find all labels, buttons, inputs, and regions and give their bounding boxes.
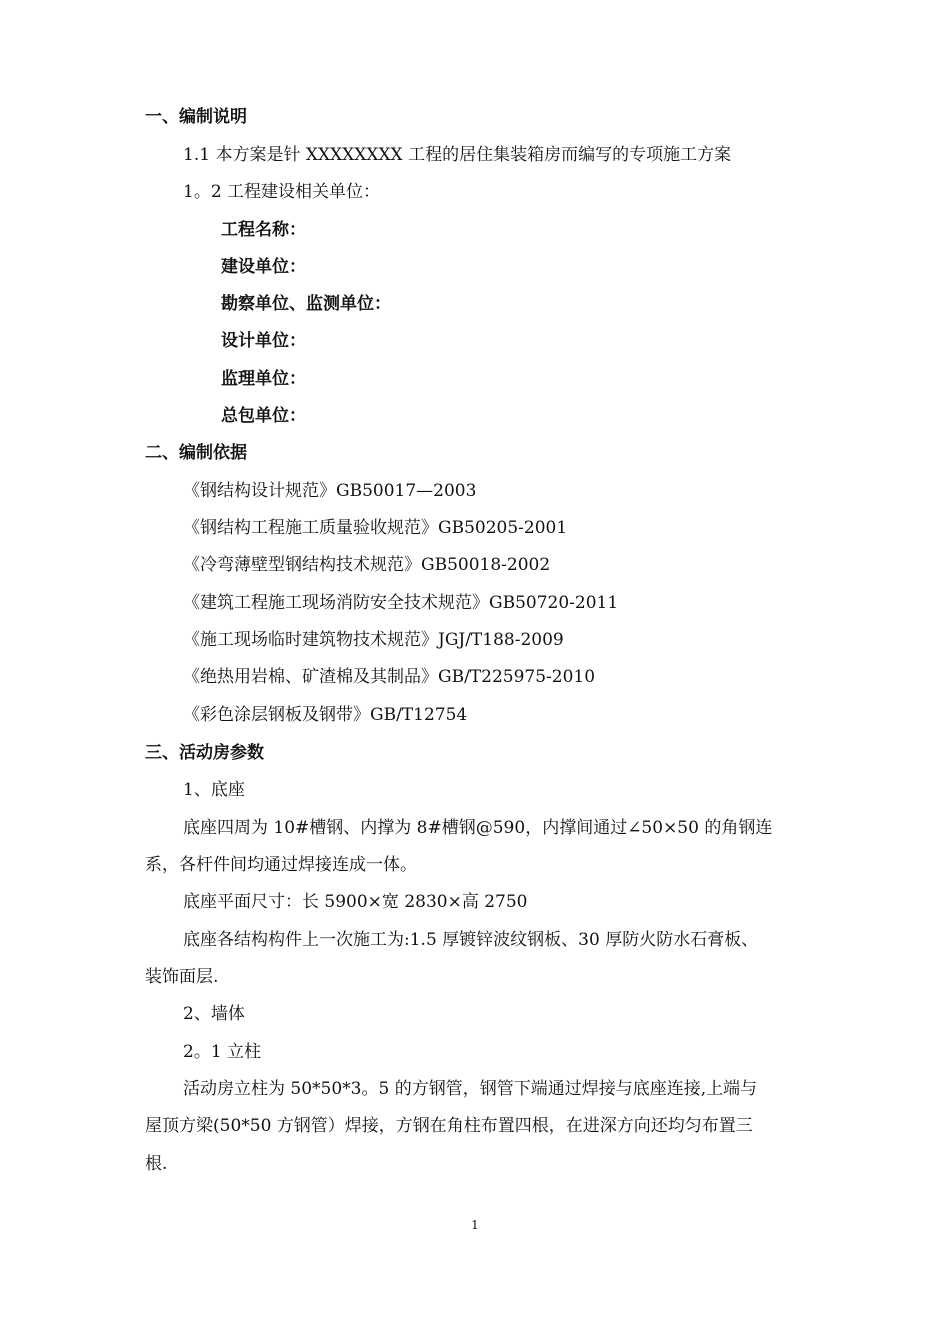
paragraph: 1.1 本方案是针 XXXXXXXX 工程的居住集装箱房而编写的专项施工方案 xyxy=(183,145,732,165)
reference-item: 《施工现场临时建筑物技术规范》JGJ/T188-2009 xyxy=(183,630,564,650)
unit-label-survey: 勘察单位、监测单位： xyxy=(221,294,391,314)
paragraph: 屋顶方梁(50*50 方钢管）焊接，方钢在角柱布置四根，在进深方向还均匀布置三 xyxy=(145,1116,753,1136)
reference-item: 《冷弯薄壁型钢结构技术规范》GB50018-2002 xyxy=(183,555,551,575)
unit-label-supervision: 监理单位： xyxy=(221,369,306,389)
reference-item: 《彩色涂层钢板及钢带》GB/T12754 xyxy=(183,705,468,725)
subheading-column: 2。1 立柱 xyxy=(183,1042,262,1062)
unit-label-owner: 建设单位： xyxy=(221,257,306,277)
reference-item: 《建筑工程施工现场消防安全技术规范》GB50720-2011 xyxy=(183,593,619,613)
unit-label-project-name: 工程名称： xyxy=(221,220,306,240)
paragraph: 活动房立柱为 50*50*3。5 的方钢管，钢管下端通过焊接与底座连接,上端与 xyxy=(183,1079,758,1099)
paragraph: 底座各结构构件上一次施工为:1.5 厚镀锌波纹钢板、30 厚防火防水石膏板、 xyxy=(183,930,759,950)
subheading-wall: 2、墙体 xyxy=(183,1004,245,1024)
paragraph: 装饰面层. xyxy=(145,967,219,987)
page-number: 1 xyxy=(471,1218,479,1232)
paragraph: 1。2 工程建设相关单位： xyxy=(183,182,381,202)
paragraph: 底座四周为 10#槽钢、内撑为 8#槽钢@590，内撑间通过∠50×50 的角钢连 xyxy=(183,818,773,838)
reference-item: 《绝热用岩棉、矿渣棉及其制品》GB/T225975-2010 xyxy=(183,667,596,687)
section-heading-3: 三、活动房参数 xyxy=(145,743,264,763)
paragraph: 底座平面尺寸：长 5900×宽 2830×高 2750 xyxy=(183,892,528,912)
section-heading-1: 一、编制说明 xyxy=(145,107,247,127)
paragraph: 根. xyxy=(145,1154,168,1174)
subheading-base: 1、底座 xyxy=(183,780,245,800)
reference-item: 《钢结构设计规范》GB50017—2003 xyxy=(183,481,477,501)
unit-label-general-contractor: 总包单位： xyxy=(221,406,306,426)
paragraph: 系，各杆件间均通过焊接连成一体。 xyxy=(145,855,417,875)
unit-label-design: 设计单位： xyxy=(221,331,306,351)
section-heading-2: 二、编制依据 xyxy=(145,443,247,463)
reference-item: 《钢结构工程施工质量验收规范》GB50205-2001 xyxy=(183,518,568,538)
